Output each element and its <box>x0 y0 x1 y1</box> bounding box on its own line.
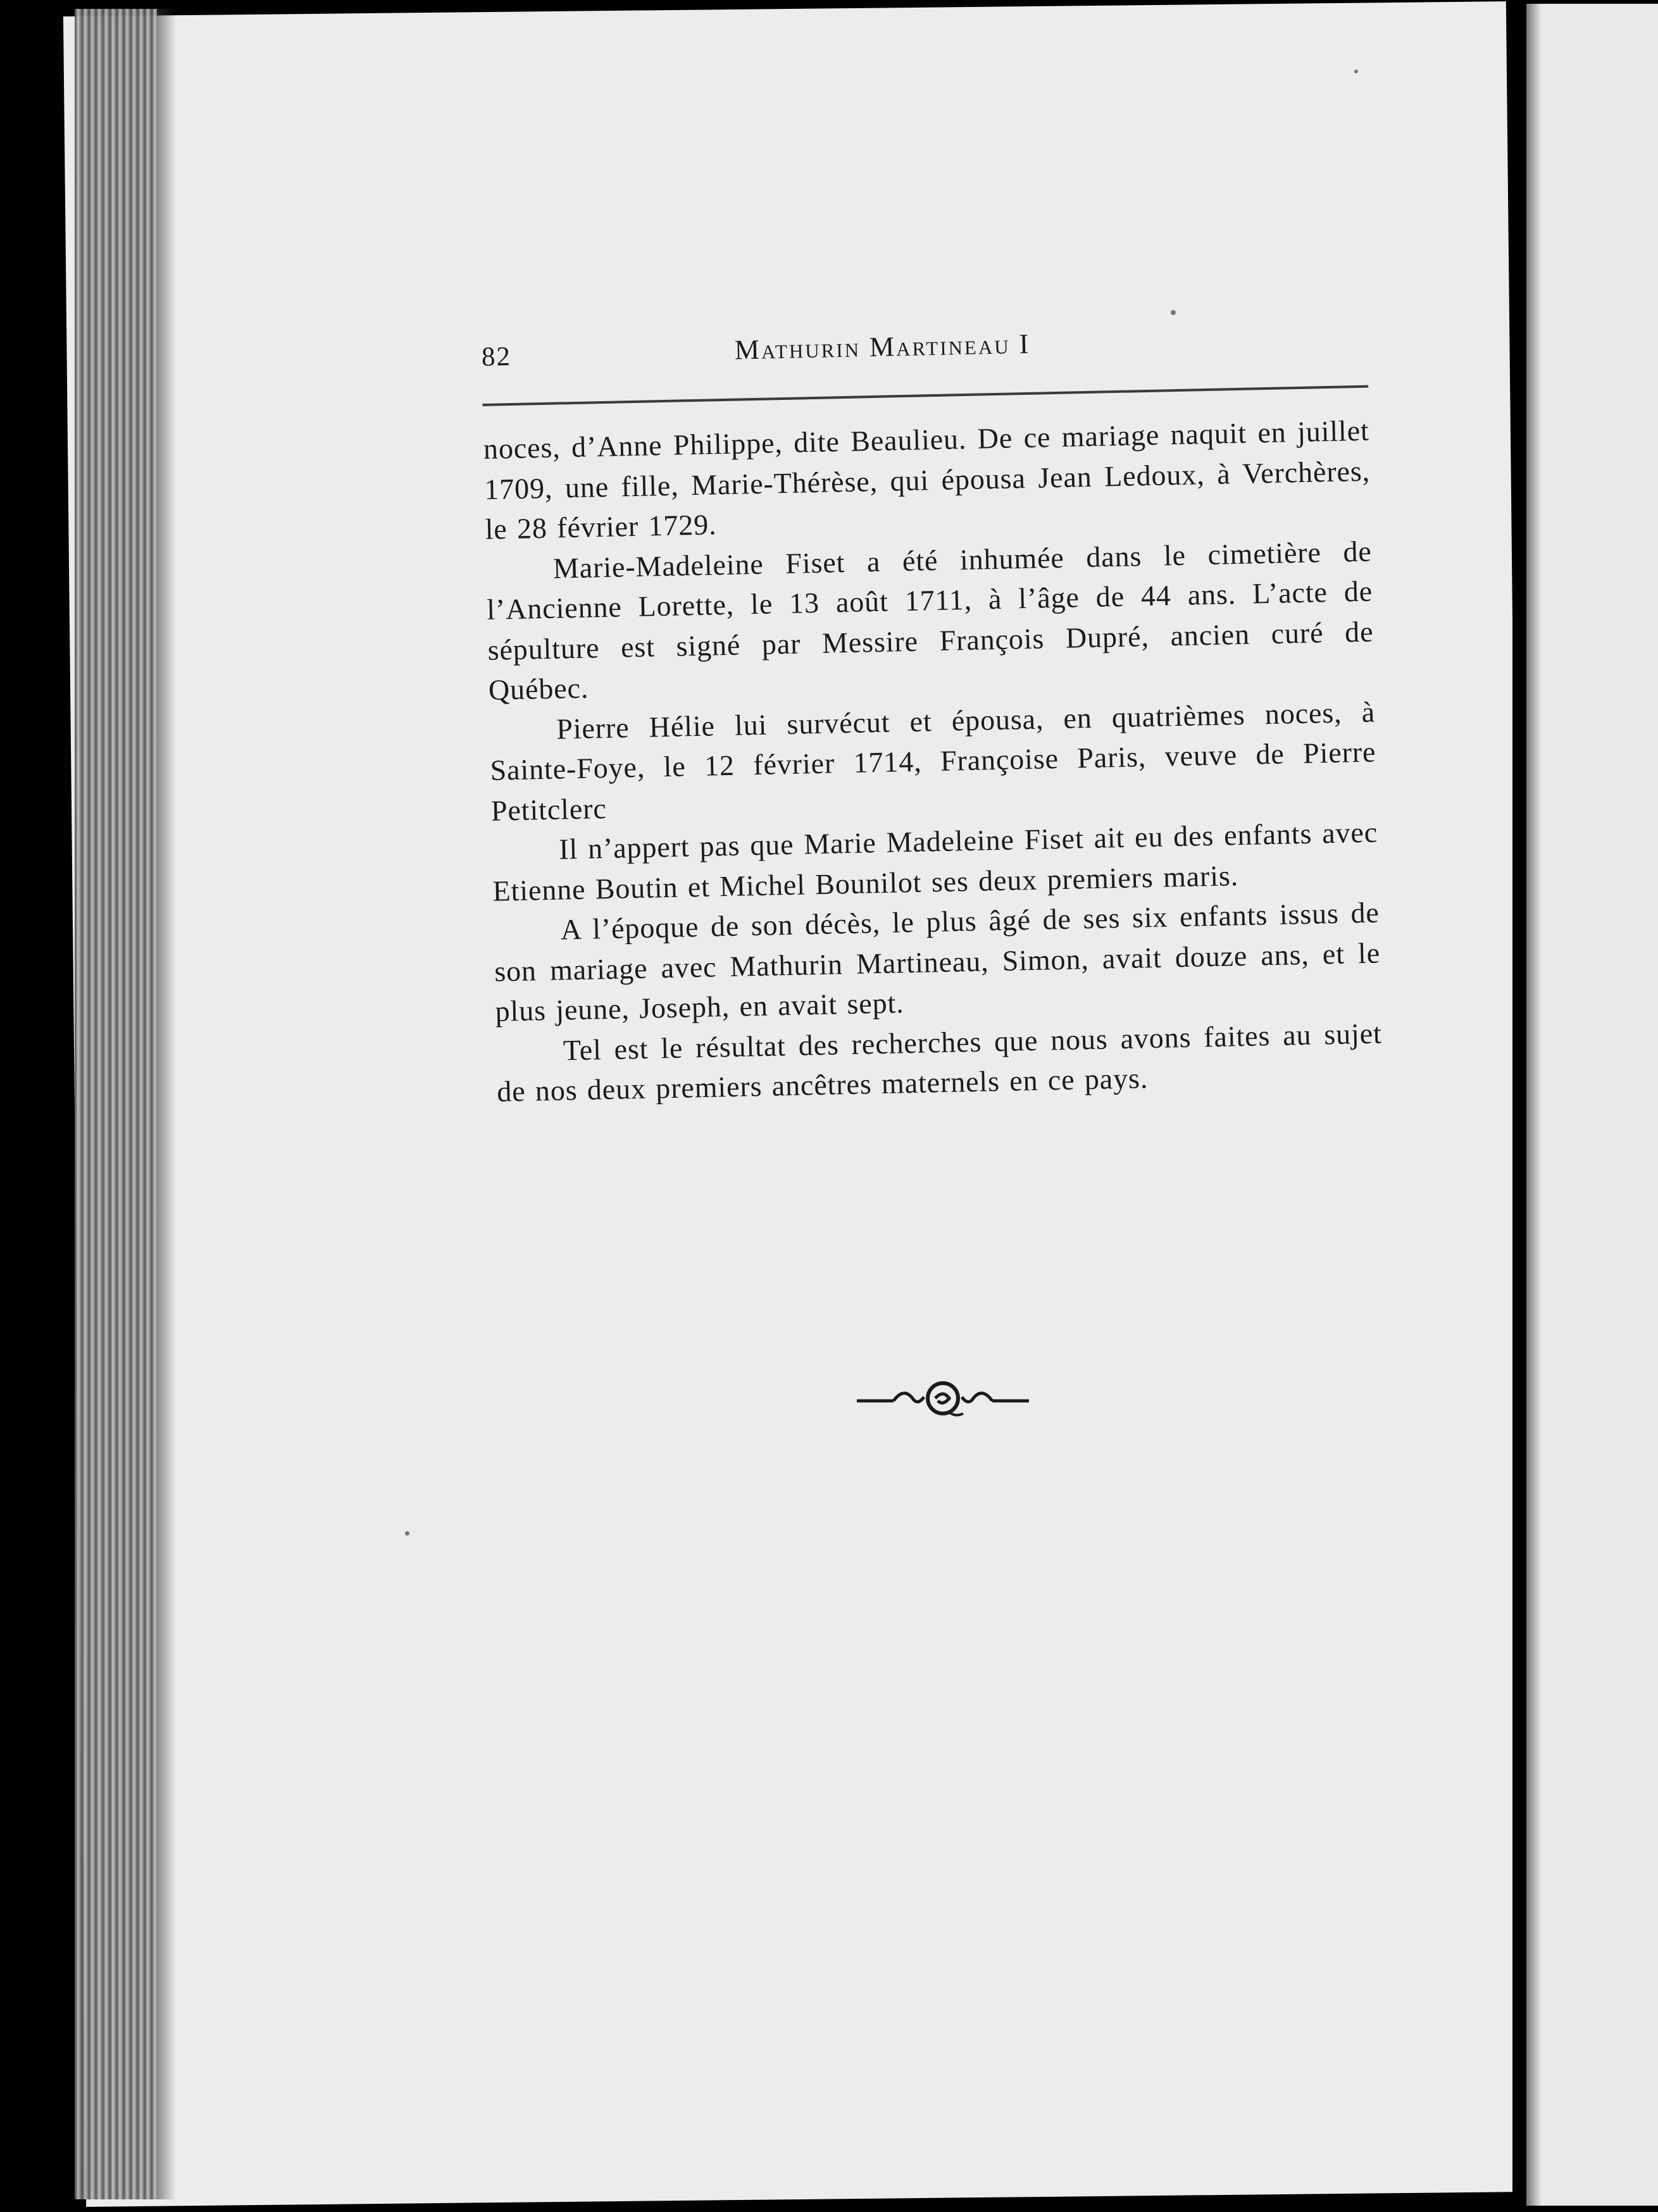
page-text-block <box>481 311 1383 1112</box>
book-gutter <box>1512 0 1526 2212</box>
facing-page-shadow <box>1526 4 1542 2206</box>
page-number: 82 <box>481 342 512 372</box>
paragraph-6: Tel est le résultat des recherches que nous avons faites au sujet de nos deux premiers ancêtres maternels en ce pays. <box>496 1016 1383 1108</box>
paragraph-2: Marie-Madeleine Fiset a été inhumée dans le cimetière de l’Ancienne Lorette, le 13 août 1711, à l’âge de 44 ans. L’acte de sépulture est signé par Messire François Dupré, ancien curé de Québec. <box>486 535 1374 706</box>
running-title: Mathurin Martineau I <box>734 328 1031 366</box>
paragraph-1: noces, d’Anne Philippe, dite Beaulieu. De ce mariage naquit en juillet 1709, une fille, Marie-Thérèse, qui épousa Jean Ledoux, à Verchères, le 28 février 1729. <box>483 414 1371 545</box>
header-rule <box>482 385 1368 406</box>
fleuron-ornament-icon <box>854 1368 1032 1431</box>
scan-speck <box>1171 310 1176 315</box>
facing-page <box>1526 4 1658 2206</box>
paragraph-4: Il n’appert pas que Marie Madeleine Fiset ait eu des enfants avec Etienne Boutin et Michel Bounilot ses deux premiers maris. <box>492 816 1378 907</box>
page-edge-shadow <box>157 9 176 2199</box>
paragraph-3: Pierre Hélie lui survécut et épousa, en quatrièmes noces, à Sainte-Foye, le 12 février 1714, Françoise Paris, veuve de Pierre Petitclerc <box>490 695 1376 827</box>
scan-speck <box>1354 70 1358 73</box>
page-edge-stack <box>75 9 157 2199</box>
scan-speck <box>405 1531 409 1536</box>
paragraph-5: A l’époque de son décès, le plus âgé de ses six enfants issus de son mariage avec Mathurin Martineau, Simon, avait douze ans, et le plus jeune, Joseph, en avait sept. <box>494 896 1381 1028</box>
